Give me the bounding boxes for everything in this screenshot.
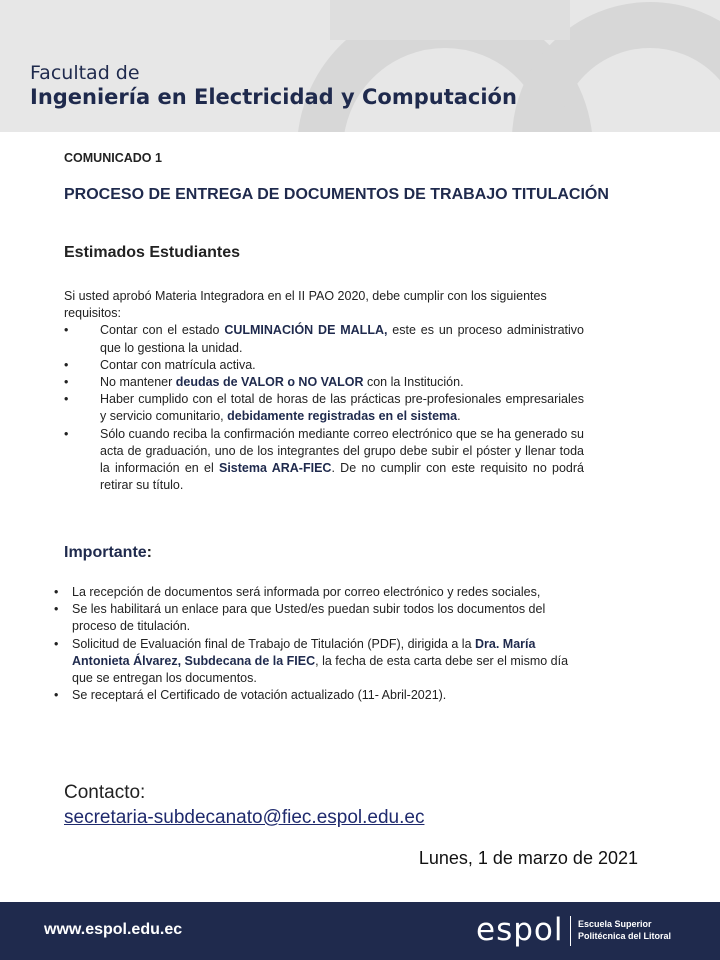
comunicado-label: COMUNICADO 1 — [64, 151, 162, 165]
logo-divider — [570, 916, 571, 946]
espol-logo: espol — [476, 912, 564, 948]
faculty-name — [30, 62, 517, 110]
importante-heading: Importante: — [64, 544, 152, 561]
intro-paragraph: Si usted aprobó Materia Integradora en el II PAO 2020, debe cumplir con los siguientes requisitos: — [64, 289, 547, 321]
important-item: • Se receptará el Certificado de votación actualizado (11- Abril-2021). — [54, 687, 574, 704]
footer-bar — [0, 902, 720, 960]
bullet-icon: • — [64, 323, 69, 338]
bullet-icon: • — [64, 375, 69, 390]
contact-label: Contacto: — [64, 782, 146, 803]
requirement-item: • Contar con el estado CULMINACIÓN DE MALLA, este es un proceso administrativo que lo gestiona la unidad. — [64, 323, 585, 355]
bullet-icon: • — [54, 602, 59, 617]
document-title: PROCESO DE ENTREGA DE DOCUMENTOS DE TRABAJO TITULACIÓN — [64, 186, 609, 203]
requirement-item: • Haber cumplido con el total de horas de las prácticas pre-profesionales empresariales y servicio comunitario, debidamente registradas en el sistema. — [64, 392, 584, 424]
important-item: • La recepción de documentos será informada por correo electrónico y redes sociales, — [54, 584, 574, 601]
important-list — [54, 584, 574, 704]
requirement-item: • Sólo cuando reciba la confirmación mediante correo electrónico que se ha generado su acta de graduación, uno de los integrantes del grupo debe subir el póster y llenar toda la información en el Sistema ARA-FIEC. De no cumplir con este requisito no podrá retirar su título. — [64, 426, 584, 493]
requirement-item: • No mantener deudas de VALOR o NO VALOR con la Institución. — [64, 374, 584, 391]
greeting: Estimados Estudiantes — [64, 244, 241, 261]
institution-line-1: Escuela Superior — [578, 919, 652, 929]
faculty-line-2: Ingeniería en Electricidad y Computación — [30, 85, 517, 109]
contact-section — [64, 780, 424, 830]
requirement-item: • Contar con matrícula activa. — [64, 357, 584, 374]
website-link[interactable]: www.espol.edu.ec — [44, 921, 183, 938]
important-item: • Se les habilitará un enlace para que Usted/es puedan subir todos los documentos del proceso de titulación. — [54, 602, 546, 634]
bullet-icon: • — [64, 357, 69, 372]
document-date: Lunes, 1 de marzo de 2021 — [418, 848, 638, 868]
bullet-icon: • — [54, 585, 59, 599]
bullet-icon: • — [64, 426, 69, 441]
institution-name — [578, 918, 671, 942]
requirements-list — [64, 322, 584, 494]
institution-line-2: Politécnica del Litoral — [578, 931, 672, 941]
important-item: • Solicitud de Evaluación final de Trabajo de Titulación (PDF), dirigida a la Dra. María Antonieta Álvarez, Subdecana de la FIEC, la fecha de esta carta debe ser el mismo día que se entregan los documentos. — [54, 636, 569, 686]
contact-email-link[interactable]: secretaria-subdecanato@fiec.espol.edu.ec — [64, 807, 425, 828]
bullet-icon: • — [54, 688, 59, 703]
header-banner — [0, 0, 720, 132]
bullet-icon: • — [64, 392, 69, 407]
important-section — [54, 584, 574, 704]
requirements-section — [64, 288, 584, 494]
faculty-line-1: Facultad de — [30, 62, 140, 84]
bullet-icon: • — [54, 636, 59, 651]
